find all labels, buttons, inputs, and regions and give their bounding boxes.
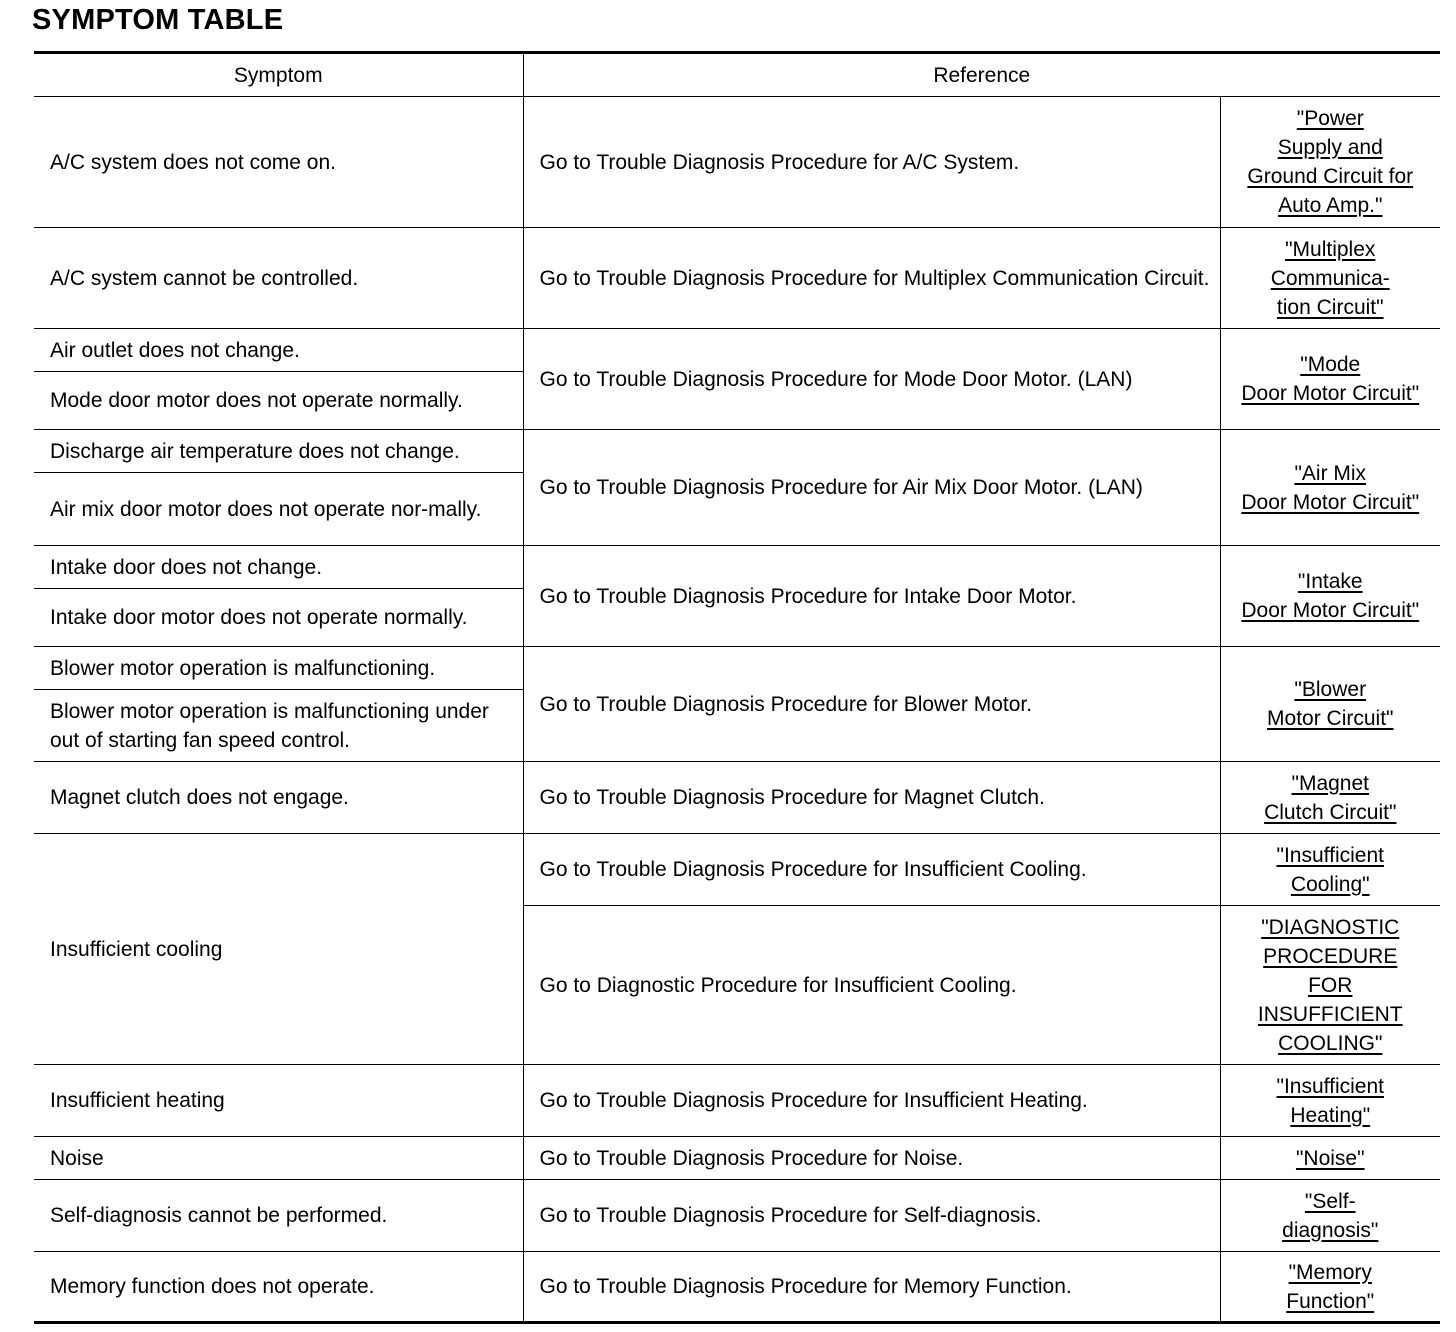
symptom-cell: A/C system cannot be controlled. bbox=[34, 228, 523, 329]
reference-cell bbox=[1220, 1180, 1440, 1252]
table-row bbox=[34, 97, 1440, 228]
reference-link[interactable]: "Mode Door Motor Circuit" bbox=[1241, 353, 1420, 405]
table-row bbox=[34, 228, 1440, 329]
reference-cell bbox=[1220, 906, 1440, 1065]
reference-cell bbox=[1220, 329, 1440, 430]
table-row bbox=[34, 762, 1440, 834]
table-row bbox=[34, 546, 1440, 589]
reference-link[interactable]: "Intake Door Motor Circuit" bbox=[1241, 570, 1420, 622]
reference-link[interactable]: "Insufficient Heating" bbox=[1276, 1074, 1384, 1127]
procedure-cell: Go to Trouble Diagnosis Procedure for Self-diagnosis. bbox=[523, 1180, 1220, 1252]
reference-cell bbox=[1220, 1252, 1440, 1323]
reference-cell bbox=[1220, 546, 1440, 647]
reference-link[interactable]: "Magnet Clutch Circuit" bbox=[1264, 771, 1397, 824]
reference-link[interactable]: "Power Supply and Ground Circuit for Auto Amp." bbox=[1247, 107, 1414, 217]
reference-link[interactable]: "Memory Function" bbox=[1286, 1260, 1375, 1313]
symptom-cell: Insufficient cooling bbox=[34, 834, 523, 1065]
reference-cell bbox=[1220, 228, 1440, 329]
reference-cell bbox=[1220, 762, 1440, 834]
table-row bbox=[34, 1065, 1440, 1137]
procedure-cell: Go to Trouble Diagnosis Procedure for A/C System. bbox=[523, 97, 1220, 228]
symptom-table bbox=[34, 51, 1440, 1324]
procedure-cell: Go to Trouble Diagnosis Procedure for Mode Door Motor. (LAN) bbox=[523, 329, 1220, 430]
symptom-cell: Insufficient heating bbox=[34, 1065, 523, 1137]
reference-cell bbox=[1220, 647, 1440, 762]
reference-cell bbox=[1220, 1065, 1440, 1137]
header-row bbox=[34, 53, 1440, 97]
symptom-cell: Air outlet does not change. bbox=[34, 329, 523, 372]
reference-column-header: Reference bbox=[523, 53, 1440, 97]
reference-link[interactable]: "Blower Motor Circuit" bbox=[1267, 678, 1394, 730]
procedure-cell: Go to Trouble Diagnosis Procedure for Memory Function. bbox=[523, 1252, 1220, 1323]
procedure-cell: Go to Trouble Diagnosis Procedure for Insufficient Cooling. bbox=[523, 834, 1220, 906]
procedure-cell: Go to Trouble Diagnosis Procedure for Air Mix Door Motor. (LAN) bbox=[523, 430, 1220, 546]
symptom-cell: Mode door motor does not operate normally. bbox=[34, 372, 523, 430]
symptom-cell: Self-diagnosis cannot be performed. bbox=[34, 1180, 523, 1252]
symptom-cell: Blower motor operation is malfunctioning. bbox=[34, 647, 523, 690]
table-row bbox=[34, 329, 1440, 372]
symptom-cell: Air mix door motor does not operate nor-mally. bbox=[34, 473, 523, 546]
table-row bbox=[34, 1252, 1440, 1323]
procedure-cell: Go to Trouble Diagnosis Procedure for Multiplex Communication Circuit. bbox=[523, 228, 1220, 329]
symptom-cell: Discharge air temperature does not change. bbox=[34, 430, 523, 473]
reference-link[interactable]: "Noise" bbox=[1295, 1146, 1365, 1170]
reference-link[interactable]: "Insufficient Cooling" bbox=[1276, 843, 1384, 896]
reference-link[interactable]: "Self- diagnosis" bbox=[1282, 1189, 1379, 1242]
table-row bbox=[34, 834, 1440, 906]
procedure-cell: Go to Trouble Diagnosis Procedure for Blower Motor. bbox=[523, 647, 1220, 762]
procedure-cell: Go to Trouble Diagnosis Procedure for Insufficient Heating. bbox=[523, 1065, 1220, 1137]
page-title: SYMPTOM TABLE bbox=[32, 4, 284, 36]
table-row bbox=[34, 430, 1440, 473]
symptom-cell: Intake door does not change. bbox=[34, 546, 523, 589]
table-row bbox=[34, 1137, 1440, 1180]
symptom-cell: Intake door motor does not operate normally. bbox=[34, 589, 523, 647]
reference-link[interactable]: "Air Mix Door Motor Circuit" bbox=[1241, 461, 1420, 514]
symptom-cell: Magnet clutch does not engage. bbox=[34, 762, 523, 834]
symptom-cell: A/C system does not come on. bbox=[34, 97, 523, 228]
symptom-cell: Noise bbox=[34, 1137, 523, 1180]
reference-cell bbox=[1220, 834, 1440, 906]
reference-cell bbox=[1220, 430, 1440, 546]
procedure-cell: Go to Trouble Diagnosis Procedure for Intake Door Motor. bbox=[523, 546, 1220, 647]
reference-cell bbox=[1220, 97, 1440, 228]
symptom-column-header: Symptom bbox=[34, 53, 523, 97]
reference-link[interactable]: "Multiplex Communica- tion Circuit" bbox=[1270, 237, 1390, 319]
procedure-cell: Go to Trouble Diagnosis Procedure for Magnet Clutch. bbox=[523, 762, 1220, 834]
symptom-cell: Blower motor operation is malfunctioning under out of starting fan speed control. bbox=[34, 690, 523, 762]
procedure-cell: Go to Trouble Diagnosis Procedure for Noise. bbox=[523, 1137, 1220, 1180]
table-row bbox=[34, 647, 1440, 690]
reference-link[interactable]: "DIAGNOSTIC PROCEDURE FOR INSUFFICIENT COOLING" bbox=[1257, 915, 1403, 1055]
procedure-cell: Go to Diagnostic Procedure for Insufficient Cooling. bbox=[523, 906, 1220, 1065]
symptom-cell: Memory function does not operate. bbox=[34, 1252, 523, 1323]
table-row bbox=[34, 1180, 1440, 1252]
reference-cell bbox=[1220, 1137, 1440, 1180]
